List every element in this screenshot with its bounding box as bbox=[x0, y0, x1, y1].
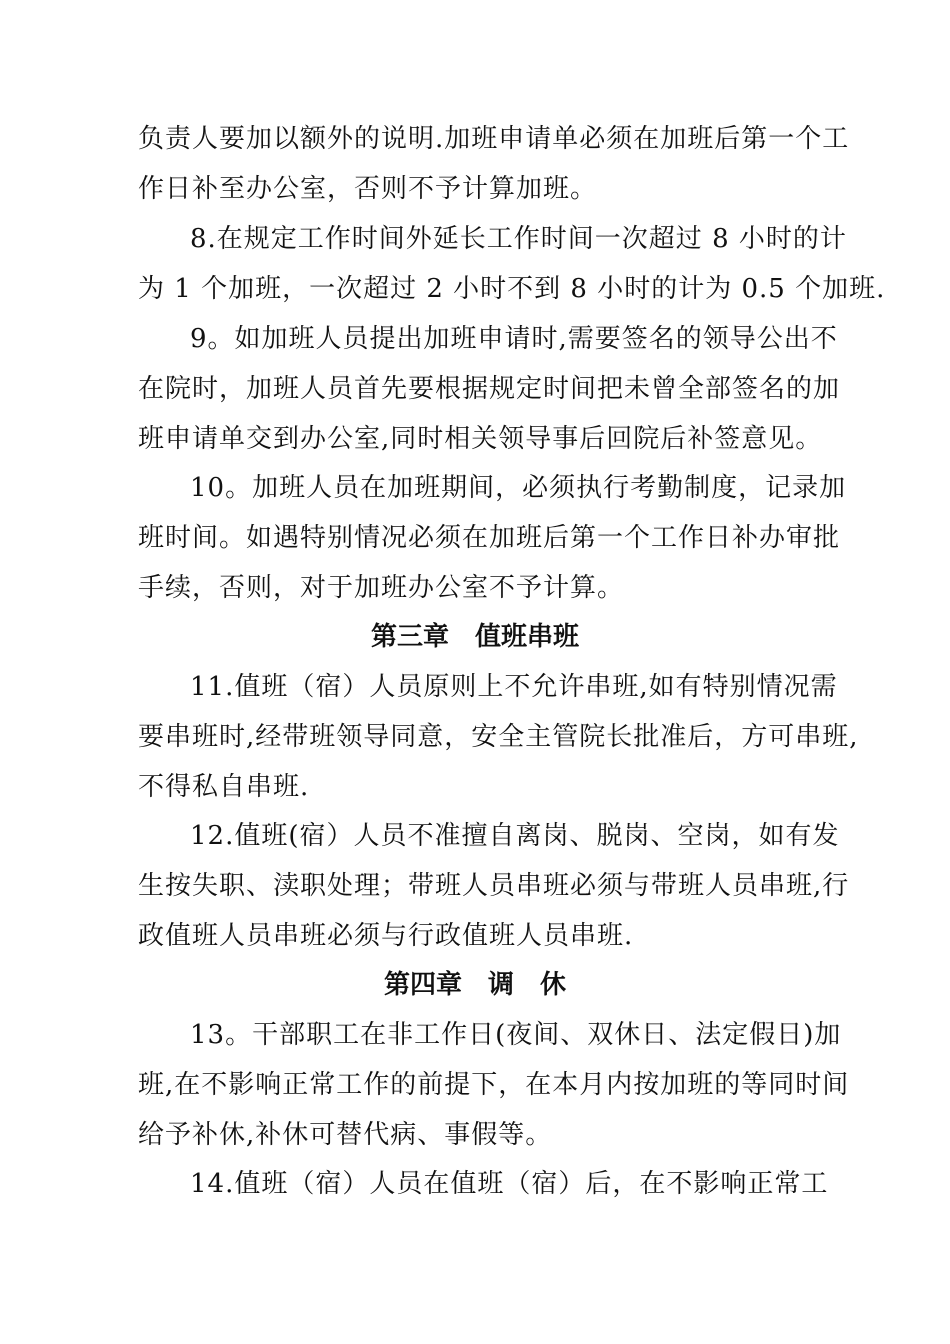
text-line: 不得私自串班. bbox=[138, 772, 310, 802]
text-line: 手续，否则，对于加班办公室不予计算。 bbox=[138, 573, 625, 603]
chapter-heading: 第四章 调 休 bbox=[383, 970, 566, 1000]
text-line: 班,在不影响正常工作的前提下，在本月内按加班的等同时间 bbox=[138, 1070, 850, 1100]
text-line: 8.在规定工作时间外延长工作时间一次超过 8 小时的计 bbox=[190, 224, 847, 254]
text-line: 班时间。如遇特别情况必须在加班后第一个工作日补办审批 bbox=[138, 523, 841, 553]
text-line: 要串班时,经带班领导同意，安全主管院长批准后，方可串班, bbox=[138, 722, 859, 752]
text-line: 负责人要加以额外的说明.加班申请单必须在加班后第一个工 bbox=[138, 124, 850, 154]
text-line: 12.值班(宿）人员不准擅自离岗、脱岗、空岗，如有发 bbox=[190, 821, 840, 851]
text-line: 11.值班（宿）人员原则上不允许串班,如有特别情况需 bbox=[190, 672, 838, 702]
text-line: 14.值班（宿）人员在值班（宿）后，在不影响正常工 bbox=[190, 1169, 829, 1199]
text-line: 在院时，加班人员首先要根据规定时间把未曾全部签名的加 bbox=[138, 374, 841, 404]
text-line: 政值班人员串班必须与行政值班人员串班. bbox=[138, 921, 634, 951]
text-line: 班申请单交到办公室,同时相关领导事后回院后补签意见。 bbox=[138, 424, 823, 454]
text-line: 13。干部职工在非工作日(夜间、双休日、法定假日)加 bbox=[190, 1020, 842, 1050]
text-line: 10。加班人员在加班期间，必须执行考勤制度，记录加 bbox=[190, 473, 847, 503]
text-line: 生按失职、渎职处理；带班人员串班必须与带班人员串班,行 bbox=[138, 871, 850, 901]
chapter-heading: 第三章 值班串班 bbox=[370, 622, 579, 652]
text-line: 9。如加班人员提出加班申请时,需要签名的领导公出不 bbox=[190, 324, 838, 354]
text-line: 为 1 个加班，一次超过 2 小时不到 8 小时的计为 0.5 个加班. bbox=[138, 274, 886, 304]
text-line: 作日补至办公室，否则不予计算加班。 bbox=[138, 174, 598, 204]
text-line: 给予补休,补休可替代病、事假等。 bbox=[138, 1120, 553, 1150]
